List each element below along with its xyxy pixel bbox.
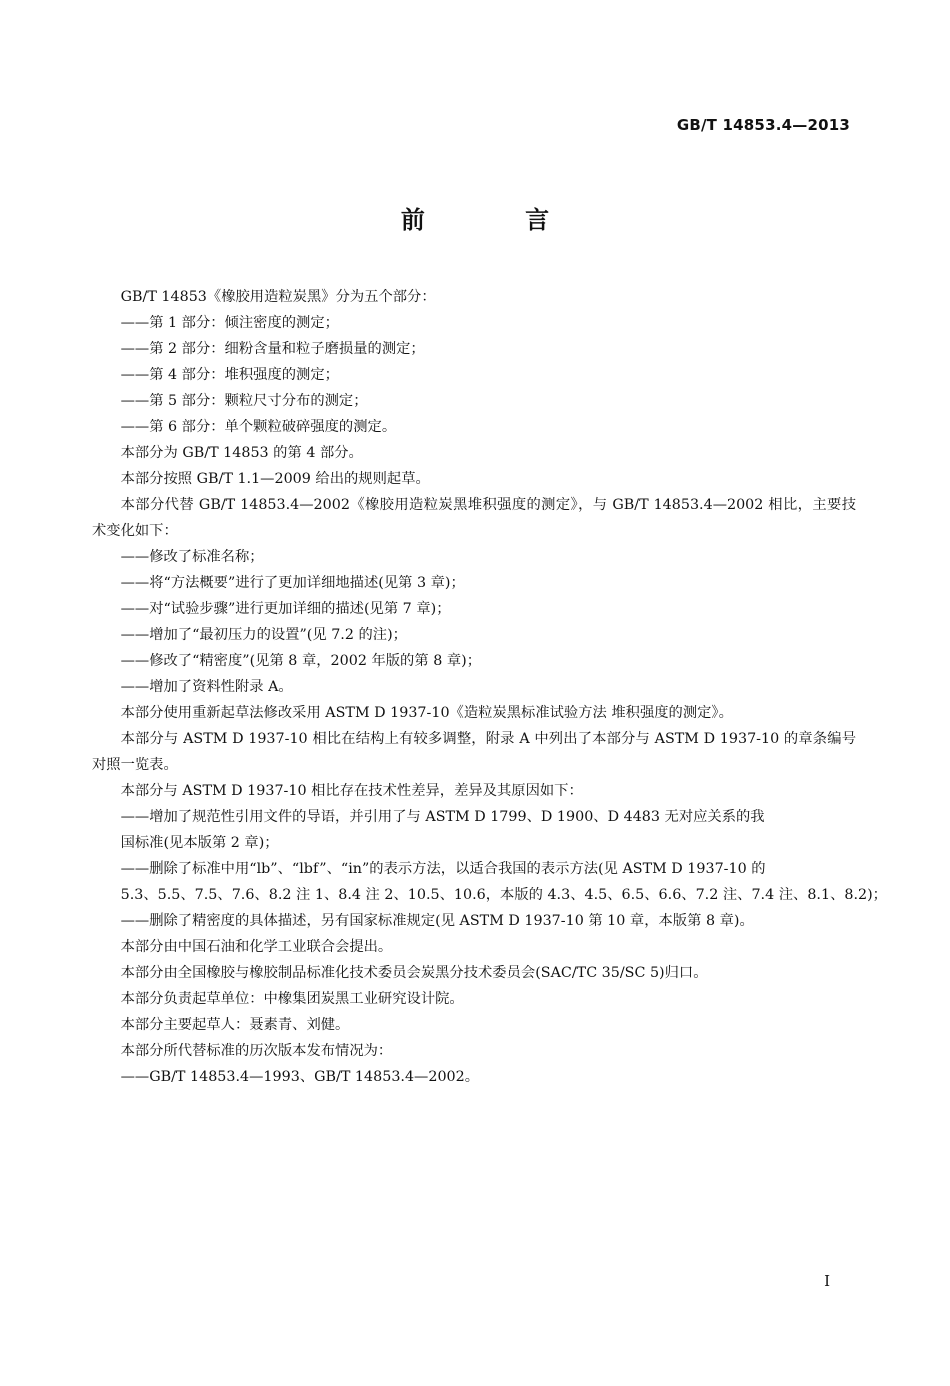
list-item: ——修改了标准名称； (120, 549, 264, 565)
list-item: ——第 5 部分：颗粒尺寸分布的测定； (120, 393, 368, 409)
list-item: ——将“方法概要”进行了更加详细地描述(见第 3 章)； (120, 575, 465, 591)
paragraph: 本部分为 GB/T 14853 的第 4 部分。 (120, 445, 363, 461)
list-item: ——修改了“精密度”(见第 8 章，2002 年版的第 8 章)； (120, 653, 482, 669)
list-item-line: ——删除了标准中用“lb”、“lbf”、“in”的表示方法，以适合我国的表示方法(见 ASTM D 1937-10 的 (120, 861, 766, 877)
list-item: ——对“试验步骤”进行更加详细的描述(见第 7 章)； (120, 601, 451, 617)
paragraph: 本部分使用重新起草法修改采用 ASTM D 1937-10《造粒炭黑标准试验方法 堆积强度的测定》。 (120, 705, 733, 721)
list-item-line: 5.3、5.5、7.5、7.6、8.2 注 1、8.4 注 2、10.5、10.6，本版的 4.3、4.5、6.5、6.6、7.2 注、7.4 注、8.1、8.2)； (120, 887, 887, 903)
paragraph: 本部分按照 GB/T 1.1—2009 给出的规则起草。 (120, 471, 430, 487)
page-title: 前 言 (400, 206, 596, 234)
page-number: I (824, 1272, 830, 1290)
list-item: ——第 2 部分：细粉含量和粒子磨损量的测定； (120, 341, 425, 357)
list-item: ——第 1 部分：倾注密度的测定； (120, 315, 339, 331)
preface-body (92, 284, 887, 1090)
list-item: ——第 6 部分：单个颗粒破碎强度的测定。 (120, 419, 397, 435)
list-item: ——第 4 部分：堆积强度的测定； (120, 367, 339, 383)
paragraph: GB/T 14853《橡胶用造粒炭黑》分为五个部分： (120, 289, 436, 305)
paragraph: 本部分由中国石油和化学工业联合会提出。 (120, 939, 393, 955)
list-item (92, 804, 856, 856)
paragraph: 本部分代替 GB/T 14853.4—2002《橡胶用造粒炭黑堆积强度的测定》，与 GB/T 14853.4—2002 相比，主要技术变化如下： (92, 497, 856, 539)
paragraph: 本部分与 ASTM D 1937-10 相比存在技术性差异，差异及其原因如下： (120, 783, 583, 799)
list-item: ——增加了资料性附录 A。 (120, 679, 293, 695)
paragraph: 本部分与 ASTM D 1937-10 相比在结构上有较多调整，附录 A 中列出了本部分与 ASTM D 1937-10 的章条编号对照一览表。 (92, 731, 856, 773)
list-item (92, 856, 887, 908)
standard-code: GB/T 14853.4—2013 (676, 116, 850, 134)
list-item: ——GB/T 14853.4—1993、GB/T 14853.4—2002。 (120, 1069, 480, 1085)
paragraph: 本部分主要起草人：聂素青、刘健。 (120, 1017, 350, 1033)
list-item: ——删除了精密度的具体描述，另有国家标准规定(见 ASTM D 1937-10 第 10 章，本版第 8 章)。 (120, 913, 754, 929)
list-item: ——增加了“最初压力的设置”(见 7.2 的注)； (120, 627, 407, 643)
list-item-line: 国标准(见本版第 2 章)； (120, 835, 279, 851)
paragraph: 本部分负责起草单位：中橡集团炭黑工业研究设计院。 (120, 991, 464, 1007)
paragraph: 本部分由全国橡胶与橡胶制品标准化技术委员会炭黑分技术委员会(SAC/TC 35/SC 5)归口。 (120, 965, 708, 981)
paragraph: 本部分所代替标准的历次版本发布情况为： (120, 1043, 393, 1059)
list-item-line: ——增加了规范性引用文件的导语，并引用了与 ASTM D 1799、D 1900、D 4483 无对应关系的我 (120, 809, 765, 825)
